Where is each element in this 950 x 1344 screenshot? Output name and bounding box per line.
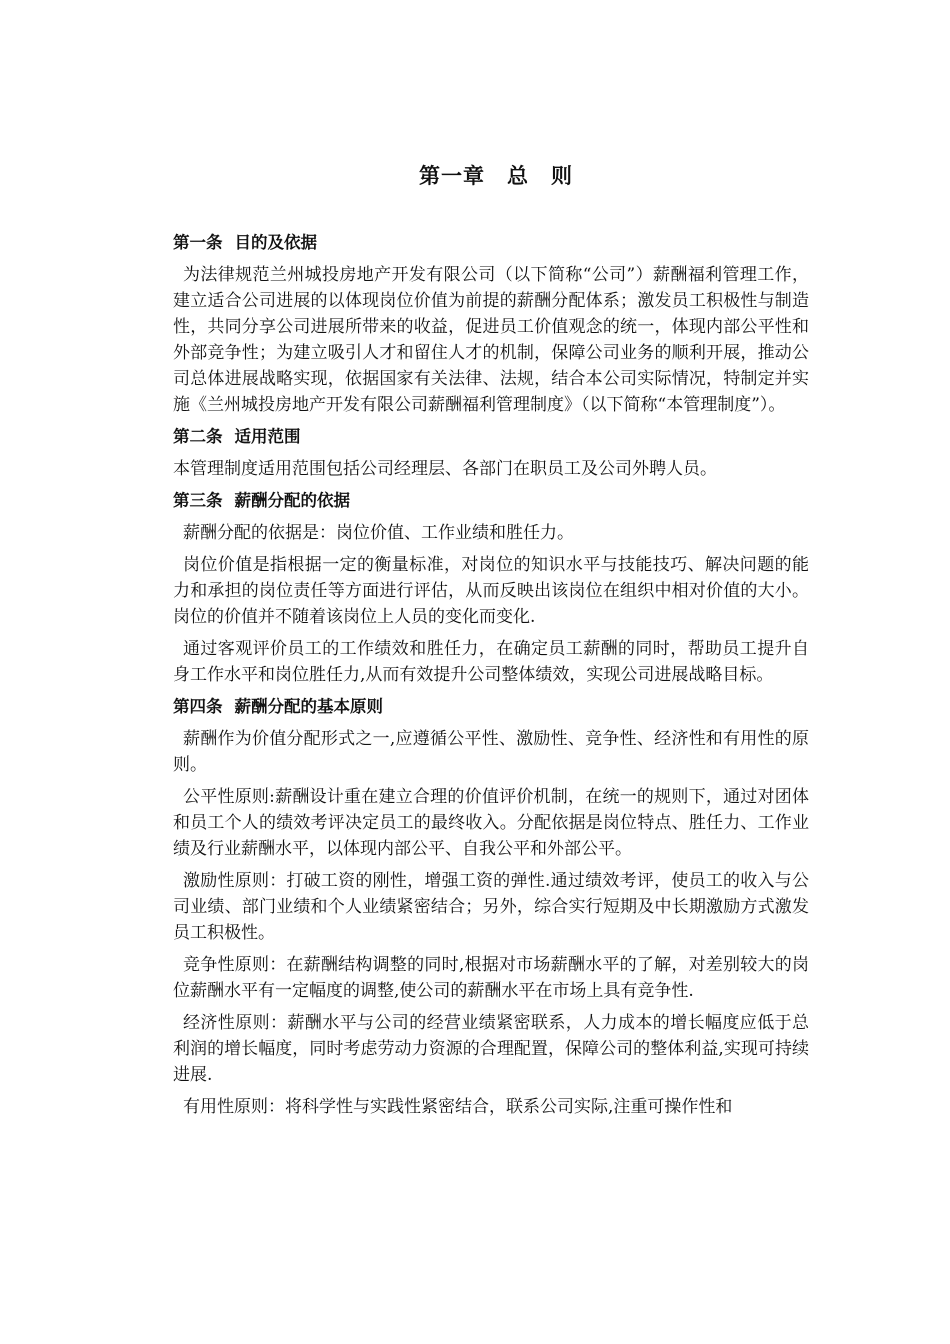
document-page — [173, 160, 809, 1126]
article-4 — [173, 694, 809, 1120]
paragraph: 公平性原则:薪酬设计重在建立合理的价值评价机制，在统一的规则下，通过对团体和员工个人的绩效考评决定员工的最终收入。分配依据是岗位特点、胜任力、工作业绩及行业薪酬水平，以体现内部公平、自我公平和外部公平。 — [173, 787, 809, 859]
article-heading — [173, 424, 809, 450]
article-1 — [173, 230, 809, 418]
article-heading — [173, 230, 809, 256]
paragraph: 激励性原则：打破工资的刚性，增强工资的弹性.通过绩效考评，使员工的收入与公司业绩、部门业绩和个人业绩紧密结合；另外，综合实行短期及中长期激励方式激发员工积极性。 — [173, 871, 809, 943]
article-title: 目的及依据 — [234, 233, 317, 252]
article-heading — [173, 694, 809, 720]
paragraph: 本管理制度适用范围包括公司经理层、各部门在职员工及公司外聘人员。 — [173, 459, 717, 479]
paragraph: 有用性原则：将科学性与实践性紧密结合，联系公司实际,注重可操作性和 — [183, 1097, 733, 1117]
paragraph: 为法律规范兰州城投房地产开发有限公司（以下简称“公司”）薪酬福利管理工作，建立适合公司进展的以体现岗位价值为前提的薪酬分配体系；激发员工积极性与制造性，共同分享公司进展所带来的收益，促进员工价值观念的统一，体现内部公平性和外部竞争性；为建立吸引人才和留住人才的机制，保障公司业务的顺利开展，推动公司总体进展战略实现，依据国家有关法律、法规，结合本公司实际情况，特制定并实施《兰州城投房地产开发有限公司薪酬福利管理制度》（以下简称“本管理制度”）。 — [173, 265, 809, 415]
paragraph: 通过客观评价员工的工作绩效和胜任力，在确定员工薪酬的同时，帮助员工提升自身工作水平和岗位胜任力,从而有效提升公司整体绩效，实现公司进展战略目标。 — [173, 639, 809, 685]
chapter-number: 第一章 — [419, 164, 485, 188]
paragraph: 岗位价值是指根据一定的衡量标准，对岗位的知识水平与技能技巧、解决问题的能力和承担的岗位责任等方面进行评估，从而反映出该岗位在组织中相对价值的大小。岗位的价值并不随着该岗位上人员的变化而变化. — [173, 555, 809, 627]
article-heading — [173, 488, 809, 514]
paragraph: 薪酬作为价值分配形式之一,应遵循公平性、激励性、竞争性、经济性和有用性的原则。 — [173, 729, 809, 775]
paragraph: 竞争性原则：在薪酬结构调整的同时,根据对市场薪酬水平的了解，对差别较大的岗位薪酬水平有一定幅度的调整,使公司的薪酬水平在市场上具有竞争性. — [173, 955, 809, 1001]
article-title: 薪酬分配的基本原则 — [234, 697, 383, 716]
article-2 — [173, 424, 809, 482]
article-number: 第三条 — [173, 491, 223, 510]
paragraph: 经济性原则：薪酬水平与公司的经营业绩紧密联系，人力成本的增长幅度应低于总利润的增长幅度，同时考虑劳动力资源的合理配置，保障公司的整体利益,实现可持续进展. — [173, 1013, 809, 1085]
paragraph: 薪酬分配的依据是：岗位价值、工作业绩和胜任力。 — [183, 523, 574, 543]
article-number: 第四条 — [173, 697, 223, 716]
article-number: 第二条 — [173, 427, 223, 446]
article-number: 第一条 — [173, 233, 223, 252]
article-title: 薪酬分配的依据 — [234, 491, 350, 510]
article-3 — [173, 488, 809, 688]
chapter-name: 总 则 — [507, 164, 573, 188]
article-title: 适用范围 — [234, 427, 301, 446]
chapter-title — [173, 160, 809, 190]
